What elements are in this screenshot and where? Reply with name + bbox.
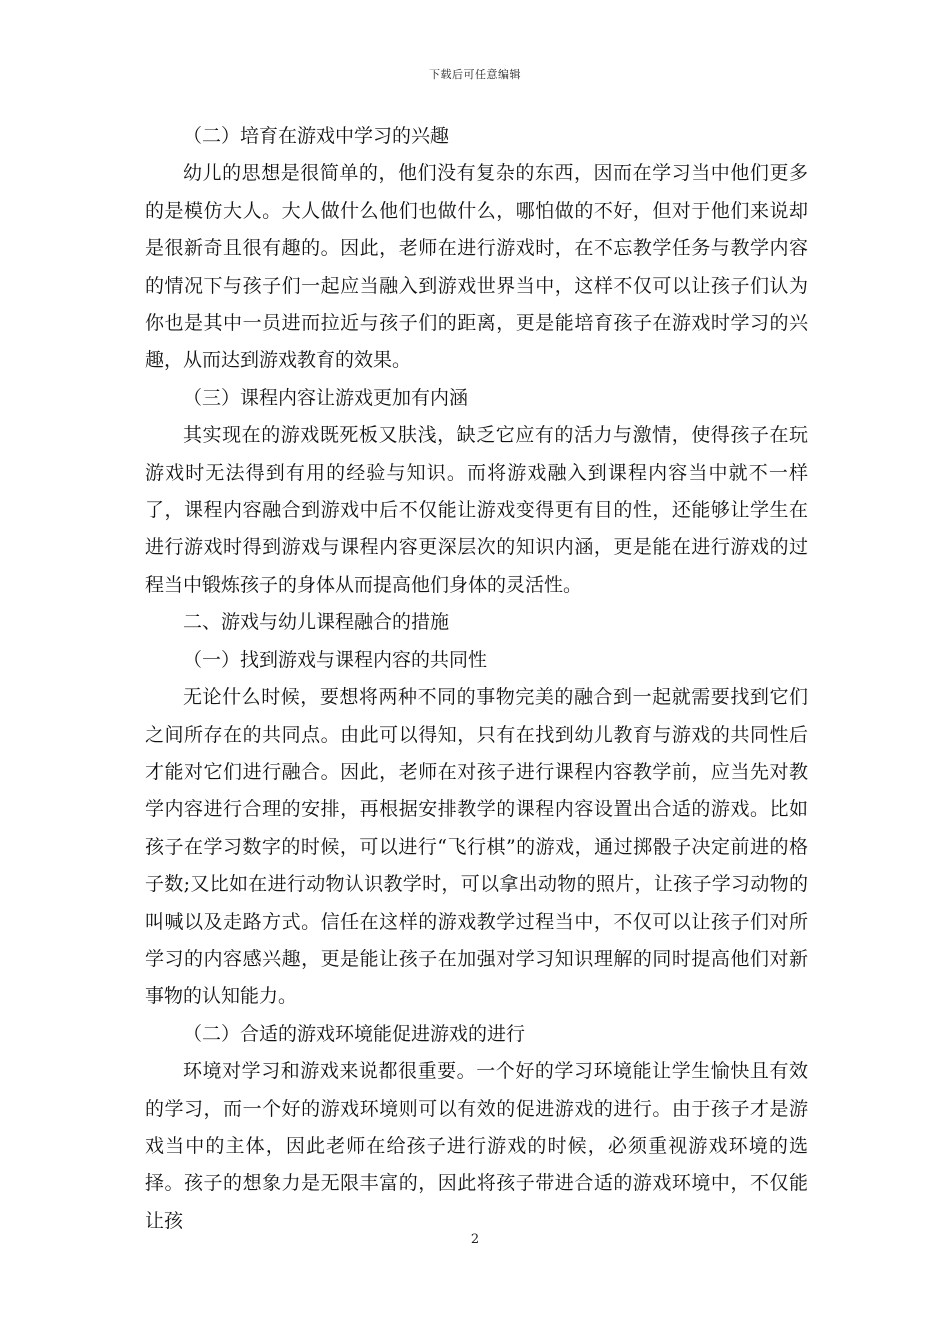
page-number: 2 xyxy=(470,1232,480,1247)
body-paragraph: 其实现在的游戏既死板又肤浅，缺乏它应有的活力与激情，使得孩子在玩游戏时无法得到有用的经验与知识。而将游戏融入到课程内容当中就不一样了，课程内容融合到游戏中后不仅能让游戏变得更有目的性，还能够让学生在进行游戏时得到游戏与课程内容更深层次的知识内涵，更是能在进行游戏的过程当中锻炼孩子的身体从而提高他们身体的灵活性。 xyxy=(145,424,808,596)
page-header: 下载后可任意编辑 xyxy=(429,68,521,81)
section-heading: （三）课程内容让游戏更加有内涵 xyxy=(183,386,469,409)
body-paragraph: 环境对学习和游戏来说都很重要。一个好的学习环境能让学生愉快且有效的学习，而一个好的游戏环境则可以有效的促进游戏的进行。由于孩子才是游戏当中的主体，因此老师在给孩子进行游戏的时候，必须重视游戏环境的选择。孩子的想象力是无限丰富的，因此将孩子带进合适的游戏环境中，不仅能让孩 xyxy=(145,1060,808,1232)
section-heading: （二）合适的游戏环境能促进游戏的进行 xyxy=(183,1022,526,1045)
body-paragraph: 幼儿的思想是很简单的，他们没有复杂的东西，因而在学习当中他们更多的是模仿大人。大人做什么他们也做什么，哪怕做的不好，但对于他们来说却是很新奇且很有趣的。因此，老师在进行游戏时，在不忘教学任务与教学内容的情况下与孩子们一起应当融入到游戏世界当中，这样不仅可以让孩子们认为你也是其中一员进而拉近与孩子们的距离，更是能培育孩子在游戏时学习的兴趣，从而达到游戏教育的效果。 xyxy=(145,162,808,372)
section-heading: （一）找到游戏与课程内容的共同性 xyxy=(183,648,488,671)
chapter-heading: 二、游戏与幼儿课程融合的措施 xyxy=(183,611,450,634)
document-body xyxy=(145,118,808,1240)
section-heading: （二）培育在游戏中学习的兴趣 xyxy=(183,125,450,147)
body-paragraph: 无论什么时候，要想将两种不同的事物完美的融合到一起就需要找到它们之间所存在的共同点。由此可以得知，只有在找到幼儿教育与游戏的共同性后才能对它们进行融合。因此，老师在对孩子进行课程内容教学前，应当先对教学内容进行合理的安排，再根据安排教学的课程内容设置出合适的游戏。比如孩子在学习数字的时候，可以进行“飞行棋”的游戏，通过掷骰子决定前进的格子数;又比如在进行动物认识教学时，可以拿出动物的照片，让孩子学习动物的叫喊以及走路方式。信任在这样的游戏教学过程当中，不仅可以让孩子们对所学习的内容感兴趣，更是能让孩子在加强对学习知识理解的同时提高他们对新事物的认知能力。 xyxy=(145,686,808,1008)
